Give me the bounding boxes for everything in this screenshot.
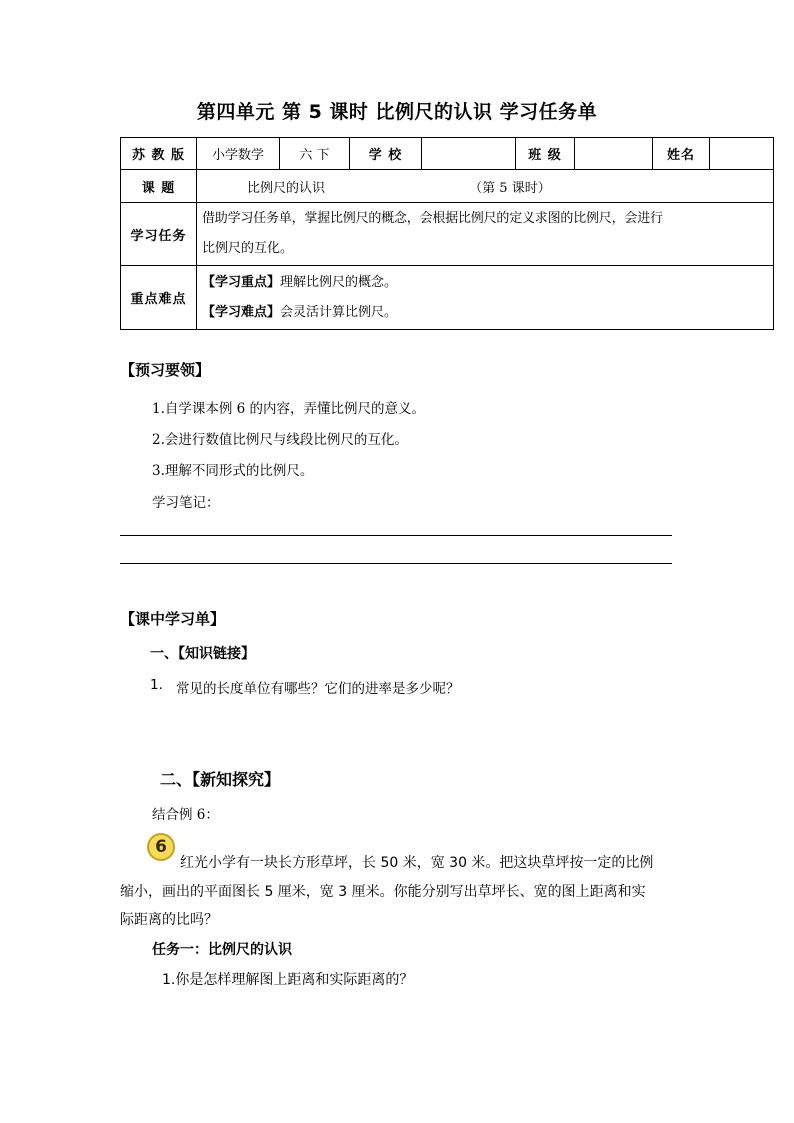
preview-item-2: 2.会进行数值比例尺与线段比例尺的互化。 [152, 432, 408, 448]
preview-item-3: 3.理解不同形式的比例尺。 [152, 463, 314, 479]
school-label: 学 校 [350, 138, 422, 170]
class-label: 班 级 [516, 138, 575, 170]
question-number: 1. [150, 677, 163, 693]
key-cell [197, 266, 774, 330]
task-label: 学习任务 [121, 203, 197, 266]
class-field[interactable] [575, 138, 653, 170]
example-intro: 结合例 6： [152, 807, 219, 823]
task-line-1: 借助学习任务单，掌握比例尺的概念，会根据比例尺的定义求图的比例尺，会进行 [202, 211, 663, 226]
school-field[interactable] [422, 138, 516, 170]
notes-line-2[interactable] [120, 563, 672, 564]
difficulty-row [202, 298, 768, 328]
task-line-2: 比例尺的互化。 [202, 241, 294, 256]
example-line-3: 际距离的比吗？ [120, 912, 218, 928]
key-label: 重点难点 [121, 266, 197, 330]
preview-heading: 【预习要领】 [120, 361, 211, 379]
topic-cell [197, 170, 774, 203]
example-line-1: 红光小学有一块长方形草坪，长 50 米，宽 30 米。把这块草坪按一定的比例 [180, 855, 654, 871]
notes-label: 学习笔记： [152, 495, 220, 511]
name-field[interactable] [710, 138, 774, 170]
example-6-icon: 6 [147, 833, 175, 861]
explore-heading: 二、【新知探究】 [160, 770, 281, 789]
notes-line-1[interactable] [120, 535, 672, 536]
focus-row [202, 268, 768, 298]
task1-question-1: 1.你是怎样理解图上距离和实际距离的？ [162, 972, 414, 988]
topic-label: 课 题 [121, 170, 197, 203]
question-text: 常见的长度单位有哪些？它们的进率是多少呢？ [176, 681, 460, 697]
knowledge-link-heading: 一、【知识链接】 [150, 646, 255, 662]
info-table [120, 137, 774, 330]
class-sheet-heading: 【课中学习单】 [120, 610, 226, 628]
focus-tag: 【学习重点】 [202, 274, 281, 290]
difficulty-tag: 【学习难点】 [202, 304, 281, 320]
preview-item-1: 1.自学课本例 6 的内容，弄懂比例尺的意义。 [152, 401, 426, 417]
name-label: 姓名 [653, 138, 710, 170]
page-title: 第四单元 第 5 课时 比例尺的认识 学习任务单 [196, 101, 598, 123]
task1-heading: 任务一：比例尺的认识 [152, 942, 292, 958]
subject-cell: 小学数学 [197, 138, 280, 170]
difficulty-text: 会灵活计算比例尺。 [280, 304, 398, 320]
focus-text: 理解比例尺的概念。 [280, 274, 398, 290]
example-line-2: 缩小，画出的平面图长 5 厘米，宽 3 厘米。你能分别写出草坪长、宽的图上距离和实 [120, 884, 646, 900]
lesson-value: （第 5 课时） [469, 180, 551, 196]
edition-label: 苏 教 版 [121, 138, 197, 170]
task-cell [197, 203, 774, 266]
grade-cell: 六 下 [280, 138, 350, 170]
topic-value: 比例尺的认识 [247, 180, 326, 196]
